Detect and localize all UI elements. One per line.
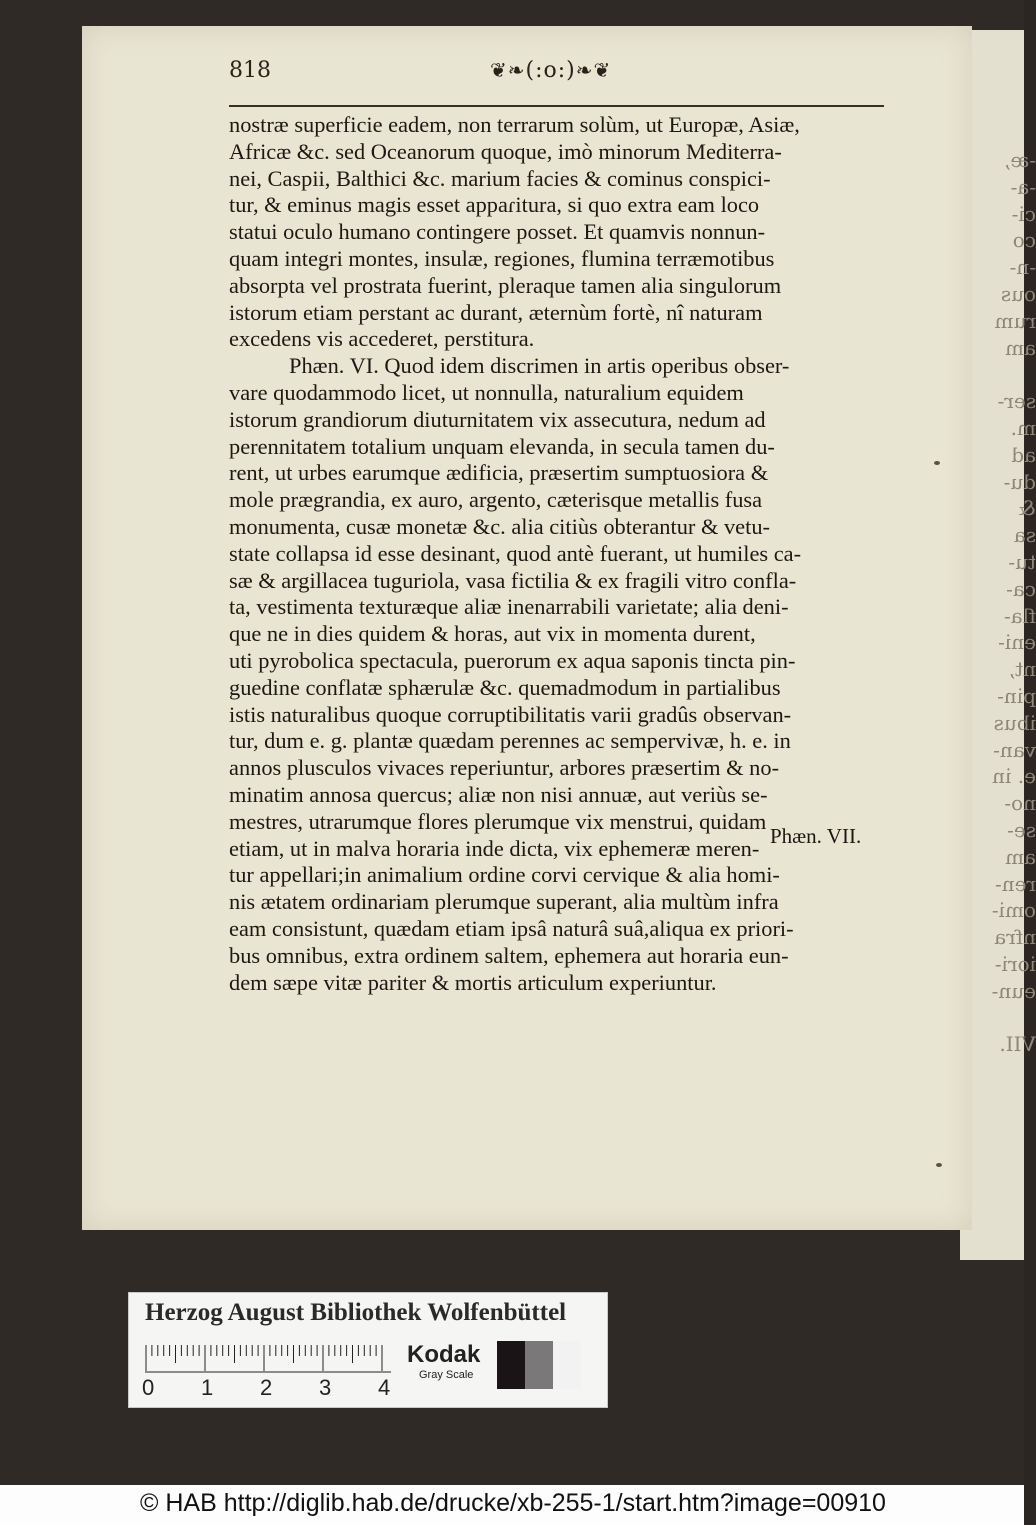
ruler-number: 2 (260, 1375, 273, 1400)
gray-patch-dark (497, 1341, 525, 1389)
reverse-text-fragment: -n- (1009, 255, 1036, 280)
reverse-text-fragment: ca- (1006, 576, 1036, 601)
ruler-ticks (145, 1345, 391, 1373)
catchword: Phæn. VII. (770, 824, 862, 848)
text-line: quam integri montes, insulæ, regiones, flumina terræmotibus (229, 245, 775, 271)
ornament-text: (:o:) (525, 58, 576, 83)
flourish-left-icon: ❦❧ (490, 58, 526, 82)
reverse-text-fragment: -a- (1010, 174, 1036, 199)
reverse-text-fragment: du- (1003, 469, 1036, 494)
text-line: statui oculo humano contingere posset. Et quamvis nonnun- (229, 219, 766, 245)
text-line: tur, dum e. g. plantæ quædam perennes ac sempervivæ, h. e. in (229, 728, 791, 754)
reverse-text-fragment: nfra (994, 925, 1036, 950)
text-line: annos plusculos vivaces reperiuntur, arbores præsertim & no- (229, 755, 780, 781)
header-rule (229, 105, 884, 107)
reverse-text-fragment: ren- (994, 871, 1036, 896)
text-line: uti pyrobolica spectacula, puerorum ex aqua saponis tincta pin- (229, 647, 796, 673)
reverse-text-fragment: -æ, (1004, 148, 1036, 172)
reverse-text-fragment: ibus (993, 710, 1036, 735)
reverse-text-fragment: e. in (992, 764, 1036, 789)
text-line: mestres, utrarumque flores plerumque vix menstrui, quidam (229, 808, 767, 834)
text-line: nei, Caspii, Balthici &c. marium facies & cominus conspici- (229, 165, 771, 191)
text-line: excedens vis accederet, perstitura. (229, 326, 535, 352)
ruler-number: 4 (378, 1375, 391, 1400)
text-line: tur appellari;in animalium ordine corvi cervique & alia homi- (229, 862, 780, 888)
text-line: sæ & argillacea tuguriola, vasa fictilia & ex fragili vitro confla- (229, 567, 797, 593)
reverse-text-fragment: se- (1007, 818, 1036, 842)
reverse-text-fragment: am (1005, 844, 1036, 869)
reverse-text-fragment: m. (1010, 416, 1036, 440)
footer-bar (0, 1485, 1024, 1525)
reverse-text-fragment: no- (1004, 791, 1036, 816)
ink-spot (934, 461, 940, 465)
ruler-number: 1 (201, 1375, 214, 1400)
text-line: eam consistunt, quædam etiam ipsâ naturâ suâ,aliqua ex priori- (229, 915, 794, 941)
reverse-text-fragment: van- (993, 737, 1036, 762)
text-line: nostræ superficie eadem, non terrarum solùm, ut Europæ, Asiæ, (229, 112, 800, 137)
text-line: istis naturalibus quoque corruptibilitatis varii gradûs observan- (229, 701, 792, 727)
text-line: vare quodammodo licet, ut nonnulla, naturalium equidem (229, 379, 744, 405)
body-text (229, 112, 889, 996)
reverse-text-fragment: ser- (997, 389, 1036, 414)
reverse-text-fragment: co (1012, 228, 1036, 253)
ink-spot (936, 1163, 942, 1167)
text-line: dem sæpe vitæ pariter & mortis articulum experiuntur. (229, 969, 717, 995)
ruler-number: 3 (319, 1375, 332, 1400)
text-line: istorum etiam perstant ac durant, æternùm fortè, nî naturam (229, 299, 763, 325)
copyright-link[interactable]: © HAB http://diglib.hab.de/drucke/xb-255-1/start.htm?image=00910 (140, 1489, 886, 1517)
text-line: Phæn. VI. Quod idem discrimen in artis operibus obser- (289, 353, 790, 379)
text-line: monumenta, cusæ monetæ &c. alia citiùs obterantur & vetu- (229, 513, 770, 539)
text-line: Africæ &c. sed Oceanorum quoque, imò minorum Mediterra- (229, 138, 782, 164)
flourish-right-icon: ❧❦ (575, 58, 612, 82)
text-line: rent, ut urbes earumque ædificia, præsertim sumptuosiora & (229, 460, 769, 486)
institution-label: Herzog August Bibliothek Wolfenbüttel (145, 1299, 567, 1326)
reverse-text-fragment: tu- (1008, 550, 1036, 574)
text-line: minatim annosa quercus; aliæ non nisi annuæ, aut veriùs se- (229, 781, 768, 807)
reverse-text-fragment: iori- (994, 952, 1036, 976)
text-line: absorpta vel prostrata fuerint, pleraque tamen alia singulorum (229, 272, 782, 298)
gray-patch-mid (525, 1341, 553, 1389)
reverse-text-fragment: ci- (1011, 201, 1036, 226)
header-ornament (490, 58, 611, 83)
reverse-text-fragment: nt, (1008, 657, 1036, 682)
text-line: state collapsa id esse desinant, quod antè fuerant, ut humiles ca- (229, 540, 802, 566)
text-line: mole prægrandia, ex auro, argento, cæterisque metallis fusa (229, 487, 763, 513)
reverse-text-fragment: & (1018, 496, 1036, 521)
text-line: guedine conflatæ sphærulæ &c. quemadmodum in partialibus (229, 674, 781, 700)
reverse-text-fragment: VII. (999, 1032, 1036, 1057)
reverse-text-fragment: am (1005, 335, 1036, 360)
reverse-text-fragment: pin- (997, 684, 1036, 708)
reverse-text-fragment: omi- (991, 898, 1036, 923)
reverse-text-fragment: ous (1000, 282, 1036, 306)
reverse-text-fragment: ad (1011, 442, 1036, 467)
text-line: bus omnibus, extra ordinem saltem, ephemera aut horaria eun- (229, 942, 789, 968)
reverse-text-fragment: eun- (991, 978, 1036, 1003)
reverse-text-fragment: sa (1013, 523, 1036, 548)
gray-patch-light (553, 1341, 581, 1389)
text-line: etiam, ut in malva horaria inde dicta, vix ephemeræ meren- (229, 835, 760, 861)
color-calibration-card (128, 1292, 608, 1408)
text-line: nis ætatem ordinariam plerumque superant, alia multùm infra (229, 889, 779, 915)
text-line: ta, vestimenta texturæque aliæ inenarrabili varietate; alia deni- (229, 594, 789, 620)
reverse-text-fragment: fla- (1003, 603, 1036, 628)
text-line: tur, & eminus magis esset appaɾitura, si quo extra eam loco (229, 192, 760, 218)
text-line: istorum grandiorum diuturnitatem vix assecutura, nedum ad (229, 406, 766, 432)
text-line: perennitatem totalium unquam elevanda, in secula tamen du- (229, 433, 775, 459)
kodak-logo: Kodak (407, 1341, 481, 1368)
reverse-text-fragment: rum (994, 308, 1036, 333)
text-line: que ne in dies quidem & horas, aut vix in momenta durent, (229, 621, 756, 647)
reverse-text-fragment: eni- (998, 630, 1036, 655)
grayscale-label: Gray Scale (419, 1369, 474, 1381)
ruler-number: 0 (142, 1375, 155, 1400)
page-number: 818 (229, 58, 271, 83)
